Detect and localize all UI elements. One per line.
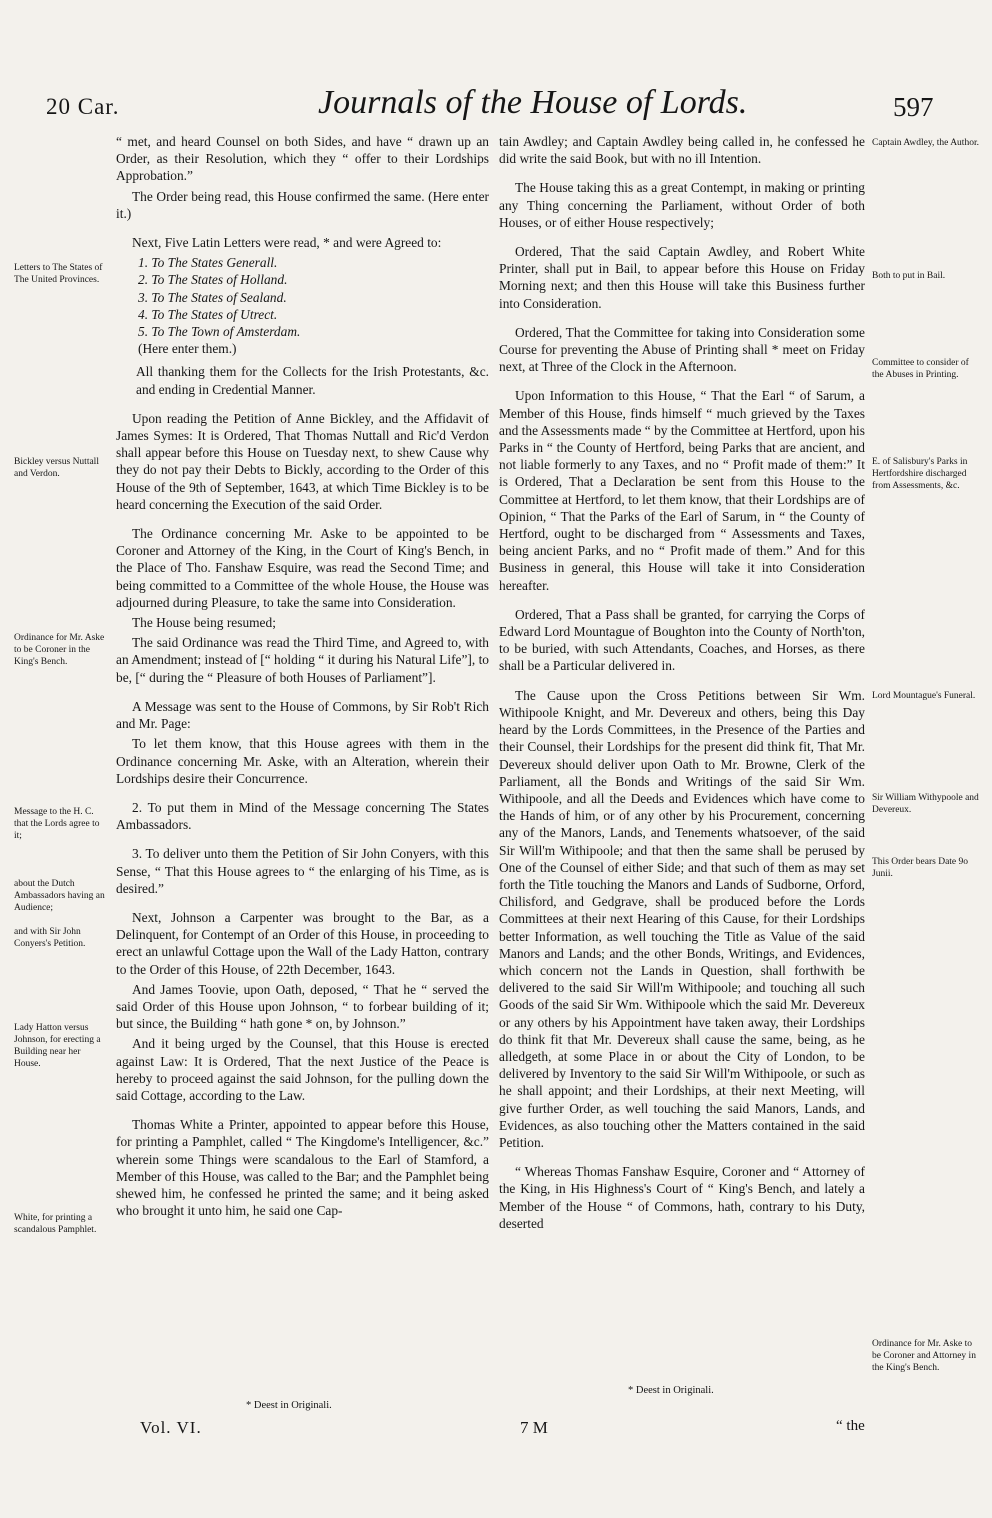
paragraph: Thomas White a Printer, appointed to appear before this House, for printing a Pamphlet, called “ The Kingdome's Intelligencer, &c.” wherein some Things were scandalous to the Earl of Stamford, a Member of this House, was called to the Bar; and the Pamphlet being shewed him, he confessed he printed the same; and it being asked who brought it unto him, he said one Cap- <box>116 1117 489 1219</box>
margin-note: Bickley versus Nuttall and Verdon. <box>14 457 99 479</box>
paragraph: “ met, and heard Counsel on both Sides, and have “ drawn up an Order, as their Resolution, which they “ offer to their Lordships Approbation.” <box>116 134 489 184</box>
paragraph: Upon Information to this House, “ That the Earl “ of Sarum, a Member of this House, finds himself “ much grieved by the Taxes and the Assessments made “ by the Committee at Hertford, upon his Parks in “ the County of Hertford, being Parks that are ancient, and not liable formerly to any Taxes, and no “ Profit made of them:” It is Ordered, That a Declaration be sent from this House to the Committee at Hertford, to let them know, that their Lordships are of Opinion, “ That the Parks of the Earl of Sarum, in “ the County of Hertford, ought to be discharged from “ Assessments and Taxes, being ancient Parks, and no “ Profit made of them.” And for this Business in general, this House will take it into Consideration hereafter. <box>499 388 865 593</box>
margin-note: about the Dutch Ambassadors having an Audience; <box>14 879 105 913</box>
margin-note: White, for printing a scandalous Pamphlet. <box>14 1213 97 1235</box>
paragraph: All thanking them for the Collects for the Irish Protestants, &c. and ending in Credential Manner. <box>136 364 489 397</box>
paragraph: The House being resumed; <box>132 615 276 631</box>
paragraph: Ordered, That the Committee for taking into Consideration some Course for preventing the Abuse of Printing shall * meet on Friday next, at Three of the Clock in the Afternoon. <box>499 324 865 375</box>
paragraph: To let them know, that this House agrees with them in the Ordinance concerning Mr. Aske, with an Alteration, wherein their Lordships desire their Concurrence. <box>116 736 489 786</box>
margin-note: This Order bears Date 9o Junii. <box>872 857 969 879</box>
paragraph: The Cause upon the Cross Petitions between Sir Wm. Withipoole Knight, and Mr. Devereux and others, being this Day heard by the Lords Committees, in the Presence of the Parties and their Counsel, their Lordships for the present did think fit, That Mr. Devereux should deliver upon Oath to Mr. Browne, Clerk of the Parliament, all the Bonds and Writings of the said Sir Wm. Withipoole, and all the Deeds and Evidences which have come to the Hands of him, or of any other by his Procurement, concerning any of the Manors, Lands, and Tenements whatsoever, of the said Sir Will'm Withipoole; and that then the same shall be perused by One of the Counsel of either Side; and that such of them as may set forth the Title touching the Manors and Lands of Sudborne, Orford, Chilisford, and Gedgrave, shall be produced before the Lords Committees at their next Hearing of this Cause, for their Lordships better Information, as well touching the Title as Value of the said Manors and Lands; and the other Bonds, Writings, and Evidences, which concern not the Lands in Question, shall forthwith be delivered to the said Sir Will'm Withipoole; and touching all such Goods of the said Sir Wm. Withipoole which the said Mr. Devereux or any others by his Appointment have taken away, their Lordships do think fit that Mr. Devereux shall cause the same, being, as he alledgeth, at some Place in or about the City of London, to be delivered by Inventory to the said Sir Will'm Withipoole, or such as he shall appoint; and their Lordships, at their next Meeting, will give further Order, as well touching the said Manors, Lands, and Evidences, as also touching other the Matters contained in the said Petition. <box>499 687 865 1150</box>
paragraph: 2. To put them in Mind of the Message concerning The States Ambassadors. <box>116 799 489 833</box>
paragraph: The Order being read, this House confirmed the same. (Here enter it.) <box>116 188 489 221</box>
margin-note: Both to put in Bail. <box>872 271 946 281</box>
volume-mark: Vol. VI. <box>140 1418 202 1437</box>
right-column <box>499 133 865 1235</box>
list-item: 2. To The States of Holland. <box>138 272 288 288</box>
list-item: (Here enter them.) <box>138 341 237 357</box>
list-item: 5. To The Town of Amsterdam. <box>138 324 301 340</box>
title-part-of-the: of the <box>445 84 522 121</box>
margin-note: and with Sir John Conyers's Petition. <box>14 927 86 949</box>
margin-note: Lord Mountague's Funeral. <box>872 691 976 701</box>
paragraph: Upon reading the Petition of Anne Bickley, and the Affidavit of James Symes: It is Ordered, That Thomas Nuttall and Ric'd Verdon shall appear before this House on Tuesday next, to shew Cause why they do not pay their Debts to Bickly, according to the Order of this House of the 9th of September, 1643, at which Time Bickley is to be heard concerning the Execution of the said Order. <box>116 410 489 512</box>
list-item: 1. To The States Generall. <box>138 255 278 271</box>
margin-note: Lady Hatton versus Johnson, for erecting a Building near her House. <box>14 1023 101 1069</box>
margin-note: Ordinance for Mr. Aske to be Coroner and Attorney in the King's Bench. <box>872 1339 976 1373</box>
paragraph: 3. To deliver unto them the Petition of Sir John Conyers, with this Sense, “ That this House agrees to “ the enlarging of his Time, as is desired.” <box>116 846 489 896</box>
left-column <box>116 133 489 1222</box>
footnote: * Deest in Originali. <box>246 1400 332 1411</box>
paragraph: tain Awdley; and Captain Awdley being called in, he confessed he did write the said Book, but with no ill Intention. <box>499 134 865 167</box>
title-part-house: House of Lords. <box>530 84 748 121</box>
paragraph: A Message was sent to the House of Commons, by Sir Rob't Rich and Mr. Page: <box>116 698 489 732</box>
paragraph: Next, Five Latin Letters were read, * and were Agreed to: <box>132 235 442 251</box>
margin-note: Captain Awdley, the Author. <box>872 138 979 148</box>
footnote: * Deest in Originali. <box>628 1385 714 1396</box>
paragraph: The Ordinance concerning Mr. Aske to be appointed to be Coroner and Attorney of the King, in the Court of King's Bench, in the Place of Tho. Fanshaw Esquire, was read the Second Time; and being committed to a Committee of the whole House, the House was adjourned during Pleasure, to take the same into Consideration. <box>116 526 489 610</box>
paragraph: The said Ordinance was read the Third Time, and Agreed to, with an Amendment; instead of [“ holding “ it during his Natural Life”], to be, [“ during the “ Pleasure of both Houses of Parliament”]. <box>116 635 489 685</box>
paragraph: Ordered, That the said Captain Awdley, and Robert White Printer, shall put in Bail, to appear before this House on Friday Morning next; and then this House will take this Business further into Consideration. <box>499 244 865 311</box>
catchword: “ the <box>836 1418 865 1434</box>
margin-note: Sir William Withypoole and Devereux. <box>872 793 979 815</box>
letters-list <box>138 254 489 357</box>
margin-note: Letters to The States of The United Provinces. <box>14 263 103 285</box>
margin-note: Ordinance for Mr. Aske to be Coroner in the King's Bench. <box>14 633 105 667</box>
paragraph: And James Toovie, upon Oath, deposed, “ That he “ served the said Order of this House upon Johnson, “ to forbear building of it; but since, the Building “ hath gone * on, by Johnson.” <box>116 981 489 1032</box>
list-item: 4. To The States of Utrect. <box>138 306 278 322</box>
page-header <box>0 84 992 132</box>
paragraph: Next, Johnson a Carpenter was brought to the Bar, as a Delinquent, for Contempt of an Order of this House, in proceeding to erect an unlawful Cottage upon the Wall of the Lady Hatton, contrary to the Order of this House, of 22th December, 1643. <box>116 909 489 977</box>
paragraph: And it being urged by the Counsel, that this House is erected against Law: It is Ordered, That the next Justice of the Peace is hereby to proceed against the said Johnson, for the pulling down the said Cottage, according to the Law. <box>116 1036 489 1103</box>
signature-mark: 7 M <box>520 1418 548 1437</box>
paragraph: The House taking this as a great Contempt, in making or printing any Thing concerning the Parliament, without Order of both Houses, or of either House respectively; <box>499 180 865 230</box>
running-head-left: 20 Car. <box>46 94 120 119</box>
running-title <box>318 84 747 122</box>
page-number: 597 <box>893 92 934 122</box>
paragraph: Ordered, That a Pass shall be granted, for carrying the Corps of Edward Lord Mountague of Boughton into the County of North'ton, to be buried, with such Attendants, Coaches, and Horses, as there shall be a Particular delivered in. <box>499 606 865 674</box>
margin-note: Committee to consider of the Abuses in Printing. <box>872 358 969 380</box>
paragraph: “ Whereas Thomas Fanshaw Esquire, Coroner and “ Attorney of the King, in His Highness's Court of “ King's Bench, and lately a Member of the House “ of Commons, hath, contrary to his Duty, deserted <box>499 1164 865 1231</box>
list-item: 3. To The States of Sealand. <box>138 289 287 305</box>
margin-note: E. of Salisbury's Parks in Hertfordshire discharged from Assessments, &c. <box>872 457 968 491</box>
margin-note: Message to the H. C. that the Lords agree to it; <box>14 807 100 841</box>
title-part-journals: Journals <box>318 84 437 121</box>
